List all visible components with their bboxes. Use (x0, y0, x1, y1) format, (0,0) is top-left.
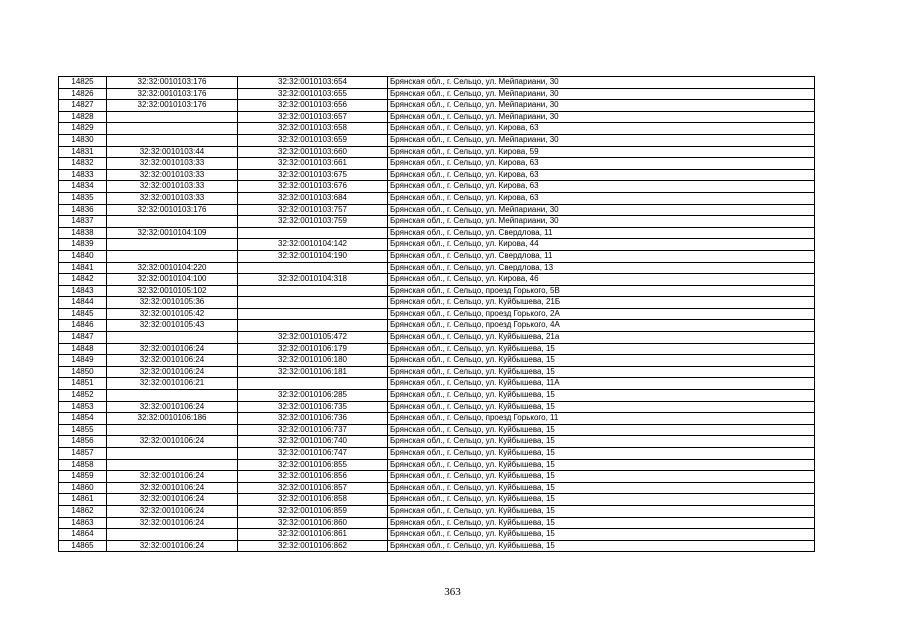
row-number-cell: 14852 (59, 390, 107, 402)
address-cell: Брянская обл., г. Сельцо, ул. Кирова, 63 (388, 181, 815, 193)
address-cell: Брянская обл., г. Сельцо, ул. Куйбышева, 15 (388, 436, 815, 448)
object-number-cell: 32:32:0010106:862 (238, 540, 388, 552)
address-cell: Брянская обл., г. Сельцо, ул. Куйбышева, 15 (388, 482, 815, 494)
address-cell: Брянская обл., г. Сельцо, ул. Куйбышева, 21а (388, 332, 815, 344)
parcel-number-cell: 32:32:0010103:33 (107, 169, 238, 181)
table-row (59, 204, 815, 216)
table-row (59, 227, 815, 239)
address-cell: Брянская обл., г. Сельцо, ул. Куйбышева, 15 (388, 401, 815, 413)
row-number-cell: 14831 (59, 146, 107, 158)
object-number-cell: 32:32:0010106:858 (238, 494, 388, 506)
object-number-cell: 32:32:0010103:660 (238, 146, 388, 158)
object-number-cell: 32:32:0010103:676 (238, 181, 388, 193)
parcel-number-cell: 32:32:0010103:44 (107, 146, 238, 158)
row-number-cell: 14833 (59, 169, 107, 181)
object-number-cell: 32:32:0010106:747 (238, 448, 388, 460)
table-row (59, 158, 815, 170)
parcel-number-cell: 32:32:0010105:36 (107, 297, 238, 309)
parcel-number-cell: 32:32:0010106:186 (107, 413, 238, 425)
row-number-cell: 14851 (59, 378, 107, 390)
object-number-cell: 32:32:0010103:655 (238, 88, 388, 100)
row-number-cell: 14865 (59, 540, 107, 552)
parcel-number-cell: 32:32:0010106:24 (107, 343, 238, 355)
object-number-cell: 32:32:0010106:737 (238, 424, 388, 436)
row-number-cell: 14850 (59, 366, 107, 378)
object-number-cell: 32:32:0010106:285 (238, 390, 388, 402)
table-row (59, 146, 815, 158)
address-cell: Брянская обл., г. Сельцо, проезд Горького, 11 (388, 413, 815, 425)
parcel-number-cell: 32:32:0010103:176 (107, 204, 238, 216)
table-row (59, 355, 815, 367)
parcel-number-cell (107, 216, 238, 228)
table-row (59, 343, 815, 355)
table-row (59, 505, 815, 517)
address-cell: Брянская обл., г. Сельцо, ул. Мейпариани, 30 (388, 204, 815, 216)
object-number-cell: 32:32:0010106:180 (238, 355, 388, 367)
table-row (59, 181, 815, 193)
object-number-cell: 32:32:0010106:861 (238, 529, 388, 541)
table-row (59, 77, 815, 89)
row-number-cell: 14858 (59, 459, 107, 471)
row-number-cell: 14847 (59, 332, 107, 344)
parcel-number-cell: 32:32:0010106:24 (107, 517, 238, 529)
row-number-cell: 14854 (59, 413, 107, 425)
parcel-number-cell: 32:32:0010103:33 (107, 158, 238, 170)
parcel-number-cell: 32:32:0010105:42 (107, 308, 238, 320)
object-number-cell: 32:32:0010104:318 (238, 274, 388, 286)
table-row (59, 459, 815, 471)
table-row (59, 134, 815, 146)
table-row (59, 390, 815, 402)
table-row (59, 529, 815, 541)
parcel-number-cell: 32:32:0010106:24 (107, 355, 238, 367)
object-number-cell: 32:32:0010106:859 (238, 505, 388, 517)
row-number-cell: 14839 (59, 239, 107, 251)
parcel-number-cell: 32:32:0010103:176 (107, 88, 238, 100)
parcel-number-cell (107, 123, 238, 135)
object-number-cell: 32:32:0010106:857 (238, 482, 388, 494)
table-row (59, 100, 815, 112)
table-row (59, 332, 815, 344)
object-number-cell: 32:32:0010106:740 (238, 436, 388, 448)
address-cell: Брянская обл., г. Сельцо, ул. Кирова, 44 (388, 239, 815, 251)
object-number-cell: 32:32:0010105:472 (238, 332, 388, 344)
address-cell: Брянская обл., г. Сельцо, ул. Кирова, 63 (388, 192, 815, 204)
address-cell: Брянская обл., г. Сельцо, ул. Кирова, 46 (388, 274, 815, 286)
row-number-cell: 14853 (59, 401, 107, 413)
address-cell: Брянская обл., г. Сельцо, ул. Кирова, 59 (388, 146, 815, 158)
table-row (59, 378, 815, 390)
object-number-cell: 32:32:0010103:657 (238, 111, 388, 123)
address-cell: Брянская обл., г. Сельцо, ул. Свердлова, 11 (388, 250, 815, 262)
parcel-number-cell: 32:32:0010106:24 (107, 505, 238, 517)
table-row (59, 413, 815, 425)
table-row (59, 239, 815, 251)
row-number-cell: 14836 (59, 204, 107, 216)
address-cell: Брянская обл., г. Сельцо, ул. Мейпариани, 30 (388, 100, 815, 112)
table-row (59, 482, 815, 494)
row-number-cell: 14827 (59, 100, 107, 112)
address-cell: Брянская обл., г. Сельцо, ул. Куйбышева, 15 (388, 366, 815, 378)
row-number-cell: 14844 (59, 297, 107, 309)
table-row (59, 88, 815, 100)
row-number-cell: 14840 (59, 250, 107, 262)
parcel-number-cell (107, 424, 238, 436)
object-number-cell: 32:32:0010103:684 (238, 192, 388, 204)
object-number-cell: 32:32:0010104:190 (238, 250, 388, 262)
parcel-number-cell: 32:32:0010106:24 (107, 494, 238, 506)
parcel-number-cell (107, 448, 238, 460)
address-cell: Брянская обл., г. Сельцо, ул. Куйбышева, 15 (388, 355, 815, 367)
table-row (59, 448, 815, 460)
row-number-cell: 14826 (59, 88, 107, 100)
address-cell: Брянская обл., г. Сельцо, ул. Мейпариани, 30 (388, 77, 815, 89)
row-number-cell: 14856 (59, 436, 107, 448)
address-cell: Брянская обл., г. Сельцо, ул. Куйбышева, 15 (388, 459, 815, 471)
object-number-cell (238, 227, 388, 239)
address-cell: Брянская обл., г. Сельцо, ул. Мейпариани, 30 (388, 88, 815, 100)
object-number-cell: 32:32:0010106:735 (238, 401, 388, 413)
address-cell: Брянская обл., г. Сельцо, ул. Кирова, 63 (388, 158, 815, 170)
parcel-number-cell: 32:32:0010103:176 (107, 77, 238, 89)
row-number-cell: 14843 (59, 285, 107, 297)
table-row (59, 424, 815, 436)
object-number-cell: 32:32:0010103:659 (238, 134, 388, 146)
parcel-number-cell (107, 459, 238, 471)
object-number-cell: 32:32:0010104:142 (238, 239, 388, 251)
row-number-cell: 14834 (59, 181, 107, 193)
parcel-number-cell (107, 134, 238, 146)
parcel-number-cell (107, 332, 238, 344)
address-cell: Брянская обл., г. Сельцо, проезд Горького, 5В (388, 285, 815, 297)
row-number-cell: 14855 (59, 424, 107, 436)
parcel-number-cell: 32:32:0010103:176 (107, 100, 238, 112)
row-number-cell: 14841 (59, 262, 107, 274)
address-cell: Брянская обл., г. Сельцо, ул. Свердлова, 13 (388, 262, 815, 274)
parcel-number-cell: 32:32:0010106:24 (107, 366, 238, 378)
parcel-number-cell (107, 239, 238, 251)
table-row (59, 320, 815, 332)
object-number-cell: 32:32:0010103:675 (238, 169, 388, 181)
object-number-cell (238, 378, 388, 390)
parcel-number-cell (107, 529, 238, 541)
table-row (59, 494, 815, 506)
address-cell: Брянская обл., г. Сельцо, ул. Куйбышева, 21Б (388, 297, 815, 309)
parcel-number-cell (107, 390, 238, 402)
object-number-cell: 32:32:0010106:181 (238, 366, 388, 378)
object-number-cell (238, 320, 388, 332)
table-row (59, 308, 815, 320)
row-number-cell: 14861 (59, 494, 107, 506)
address-cell: Брянская обл., г. Сельцо, ул. Куйбышева, 15 (388, 517, 815, 529)
address-cell: Брянская обл., г. Сельцо, ул. Мейпариани, 30 (388, 134, 815, 146)
row-number-cell: 14859 (59, 471, 107, 483)
row-number-cell: 14857 (59, 448, 107, 460)
address-cell: Брянская обл., г. Сельцо, ул. Мейпариани, 30 (388, 111, 815, 123)
row-number-cell: 14862 (59, 505, 107, 517)
parcel-number-cell: 32:32:0010105:102 (107, 285, 238, 297)
parcel-number-cell: 32:32:0010103:33 (107, 181, 238, 193)
row-number-cell: 14830 (59, 134, 107, 146)
table-row (59, 517, 815, 529)
address-cell: Брянская обл., г. Сельцо, ул. Кирова, 63 (388, 123, 815, 135)
address-cell: Брянская обл., г. Сельцо, ул. Куйбышева, 15 (388, 540, 815, 552)
object-number-cell: 32:32:0010103:661 (238, 158, 388, 170)
row-number-cell: 14837 (59, 216, 107, 228)
object-number-cell: 32:32:0010106:855 (238, 459, 388, 471)
table-row (59, 436, 815, 448)
object-number-cell: 32:32:0010103:757 (238, 204, 388, 216)
parcel-number-cell: 32:32:0010105:43 (107, 320, 238, 332)
address-cell: Брянская обл., г. Сельцо, ул. Свердлова, 11 (388, 227, 815, 239)
object-number-cell: 32:32:0010106:856 (238, 471, 388, 483)
cadastral-table (58, 76, 815, 552)
parcel-number-cell: 32:32:0010106:24 (107, 482, 238, 494)
parcel-number-cell: 32:32:0010106:21 (107, 378, 238, 390)
object-number-cell (238, 262, 388, 274)
row-number-cell: 14832 (59, 158, 107, 170)
address-cell: Брянская обл., г. Сельцо, ул. Куйбышева, 15 (388, 494, 815, 506)
row-number-cell: 14842 (59, 274, 107, 286)
object-number-cell: 32:32:0010106:736 (238, 413, 388, 425)
address-cell: Брянская обл., г. Сельцо, ул. Куйбышева, 15 (388, 448, 815, 460)
parcel-number-cell: 32:32:0010106:24 (107, 540, 238, 552)
address-cell: Брянская обл., г. Сельцо, ул. Мейпариани, 30 (388, 216, 815, 228)
table-row (59, 401, 815, 413)
object-number-cell: 32:32:0010103:656 (238, 100, 388, 112)
table-row (59, 192, 815, 204)
object-number-cell: 32:32:0010103:654 (238, 77, 388, 89)
page-number: 363 (444, 586, 461, 598)
address-cell: Брянская обл., г. Сельцо, ул. Куйбышева, 11А (388, 378, 815, 390)
table-row (59, 285, 815, 297)
object-number-cell: 32:32:0010103:658 (238, 123, 388, 135)
parcel-number-cell: 32:32:0010106:24 (107, 436, 238, 448)
row-number-cell: 14825 (59, 77, 107, 89)
object-number-cell: 32:32:0010103:759 (238, 216, 388, 228)
row-number-cell: 14864 (59, 529, 107, 541)
table-row (59, 123, 815, 135)
object-number-cell (238, 308, 388, 320)
table-row (59, 471, 815, 483)
address-cell: Брянская обл., г. Сельцо, ул. Куйбышева, 15 (388, 505, 815, 517)
row-number-cell: 14829 (59, 123, 107, 135)
table-row (59, 216, 815, 228)
address-cell: Брянская обл., г. Сельцо, ул. Кирова, 63 (388, 169, 815, 181)
table-row (59, 297, 815, 309)
address-cell: Брянская обл., г. Сельцо, ул. Куйбышева, 15 (388, 471, 815, 483)
table-row (59, 262, 815, 274)
address-cell: Брянская обл., г. Сельцо, ул. Куйбышева, 15 (388, 390, 815, 402)
address-cell: Брянская обл., г. Сельцо, ул. Куйбышева, 15 (388, 424, 815, 436)
parcel-number-cell: 32:32:0010106:24 (107, 401, 238, 413)
parcel-number-cell (107, 250, 238, 262)
table-row (59, 250, 815, 262)
parcel-number-cell: 32:32:0010106:24 (107, 471, 238, 483)
table-body (59, 77, 815, 552)
row-number-cell: 14860 (59, 482, 107, 494)
parcel-number-cell: 32:32:0010104:220 (107, 262, 238, 274)
address-cell: Брянская обл., г. Сельцо, ул. Куйбышева, 15 (388, 343, 815, 355)
table-row (59, 540, 815, 552)
row-number-cell: 14838 (59, 227, 107, 239)
object-number-cell (238, 285, 388, 297)
object-number-cell: 32:32:0010106:860 (238, 517, 388, 529)
address-cell: Брянская обл., г. Сельцо, ул. Куйбышева, 15 (388, 529, 815, 541)
object-number-cell: 32:32:0010106:179 (238, 343, 388, 355)
address-cell: Брянская обл., г. Сельцо, проезд Горького, 2А (388, 308, 815, 320)
row-number-cell: 14845 (59, 308, 107, 320)
address-cell: Брянская обл., г. Сельцо, проезд Горького, 4А (388, 320, 815, 332)
table-row (59, 169, 815, 181)
parcel-number-cell: 32:32:0010103:33 (107, 192, 238, 204)
table-row (59, 111, 815, 123)
row-number-cell: 14863 (59, 517, 107, 529)
row-number-cell: 14835 (59, 192, 107, 204)
parcel-number-cell (107, 111, 238, 123)
row-number-cell: 14828 (59, 111, 107, 123)
table-row (59, 274, 815, 286)
row-number-cell: 14849 (59, 355, 107, 367)
parcel-number-cell: 32:32:0010104:100 (107, 274, 238, 286)
table-row (59, 366, 815, 378)
row-number-cell: 14848 (59, 343, 107, 355)
object-number-cell (238, 297, 388, 309)
row-number-cell: 14846 (59, 320, 107, 332)
parcel-number-cell: 32:32:0010104:109 (107, 227, 238, 239)
